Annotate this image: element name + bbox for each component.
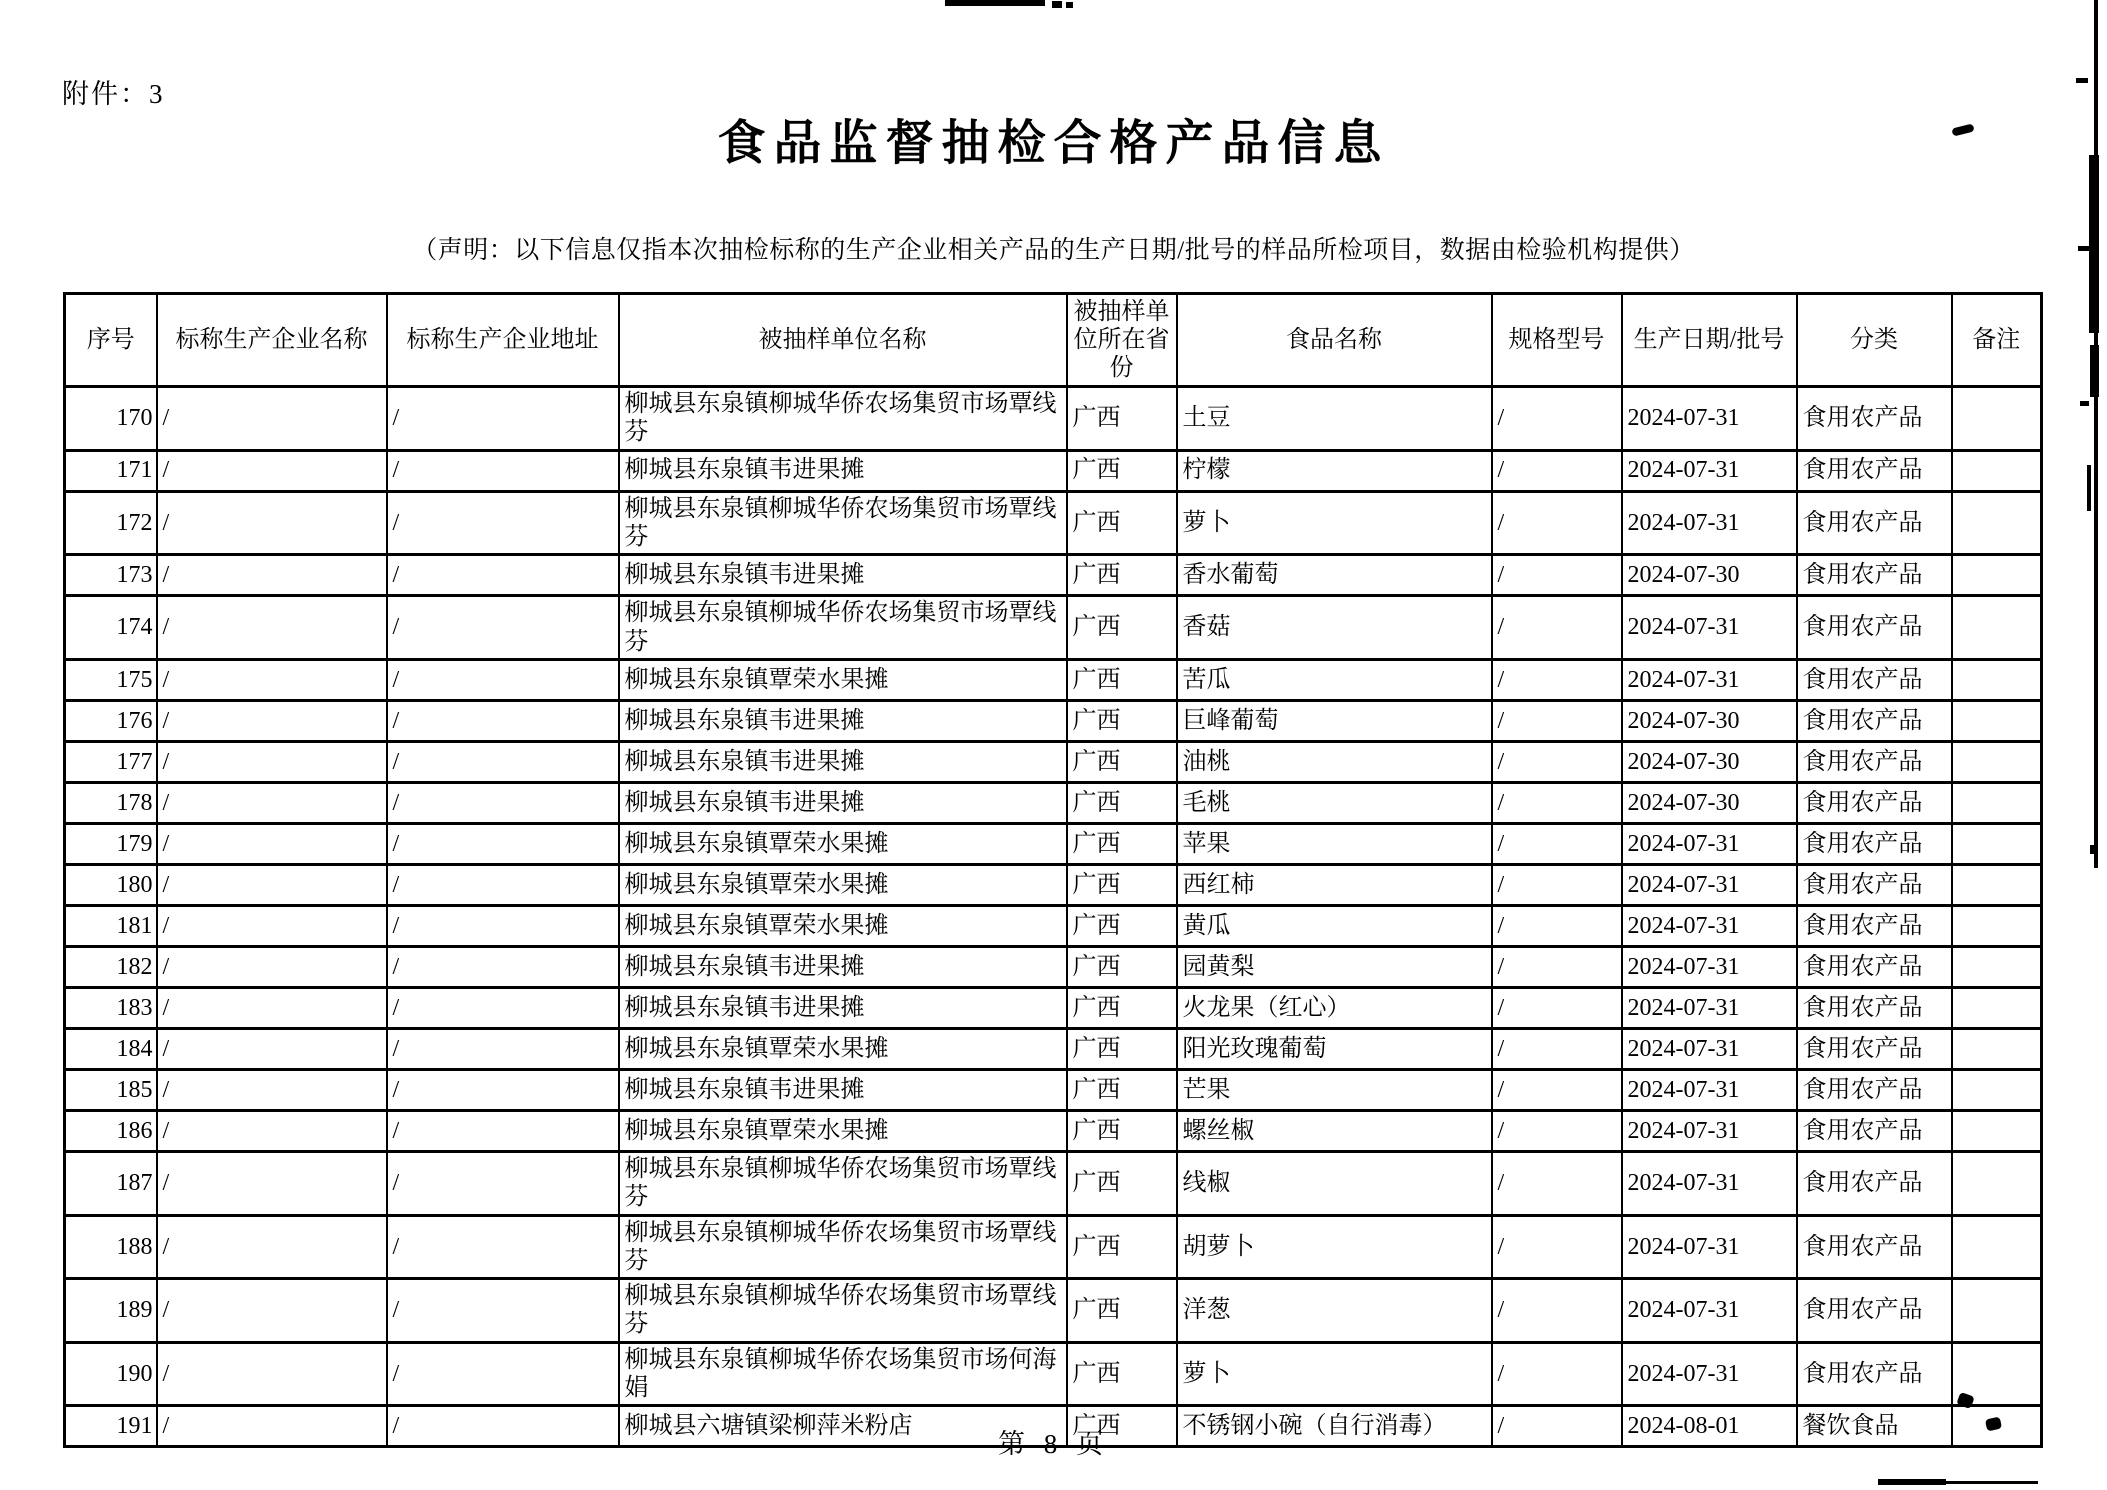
cell-food-name: 螺丝椒 [1177,1110,1492,1151]
cell-producer-name: / [157,1406,387,1447]
cell-province: 广西 [1067,1028,1177,1069]
cell-production-date: 2024-07-31 [1622,864,1797,905]
cell-remark [1952,782,2042,823]
cell-no: 178 [65,782,157,823]
cell-spec: / [1492,1151,1622,1215]
cell-category: 食用农产品 [1797,1279,1952,1343]
scan-artifact-top-dash [1066,2,1073,8]
cell-spec: / [1492,1342,1622,1406]
cell-producer-name: / [157,1028,387,1069]
cell-production-date: 2024-07-31 [1622,1215,1797,1279]
table-row [65,782,2042,823]
table-row [65,987,2042,1028]
cell-producer-address: / [387,1069,619,1110]
declaration-note: （声明：以下信息仅指本次抽检标称的生产企业相关产品的生产日期/批号的样品所检项目，数据由检验机构提供） [412,237,1695,264]
cell-production-date: 2024-07-31 [1622,946,1797,987]
cell-no: 170 [65,387,157,451]
cell-no: 173 [65,555,157,596]
cell-remark [1952,905,2042,946]
cell-sampled-unit: 柳城县东泉镇覃荣水果摊 [619,659,1067,700]
cell-spec: / [1492,987,1622,1028]
cell-remark [1952,1215,2042,1279]
cell-category: 食用农产品 [1797,700,1952,741]
cell-production-date: 2024-07-31 [1622,596,1797,660]
cell-spec: / [1492,905,1622,946]
cell-province: 广西 [1067,700,1177,741]
cell-producer-address: / [387,1406,619,1447]
cell-food-name: 香菇 [1177,596,1492,660]
cell-food-name: 胡萝卜 [1177,1215,1492,1279]
cell-sampled-unit: 柳城县东泉镇韦进果摊 [619,987,1067,1028]
cell-province: 广西 [1067,1110,1177,1151]
table-row [65,555,2042,596]
cell-producer-address: / [387,741,619,782]
cell-production-date: 2024-07-31 [1622,659,1797,700]
cell-spec: / [1492,387,1622,451]
cell-sampled-unit: 柳城县东泉镇韦进果摊 [619,782,1067,823]
cell-no: 175 [65,659,157,700]
cell-remark [1952,659,2042,700]
table-row [65,659,2042,700]
cell-production-date: 2024-07-30 [1622,782,1797,823]
cell-category: 餐饮食品 [1797,1406,1952,1447]
cell-spec: / [1492,782,1622,823]
cell-food-name: 不锈钢小碗（自行消毒） [1177,1406,1492,1447]
column-header: 序号 [65,294,157,387]
table-header-row [65,294,2042,387]
cell-no: 186 [65,1110,157,1151]
table-row [65,864,2042,905]
cell-province: 广西 [1067,1151,1177,1215]
cell-sampled-unit: 柳城县东泉镇柳城华侨农场集贸市场覃线芬 [619,596,1067,660]
scan-artifact-right-blot [2089,155,2099,333]
table-row [65,596,2042,660]
cell-food-name: 园黄梨 [1177,946,1492,987]
cell-producer-name: / [157,1342,387,1406]
cell-no: 184 [65,1028,157,1069]
scan-artifact-bottom-line [1878,1479,1946,1485]
table-row [65,946,2042,987]
cell-production-date: 2024-07-31 [1622,387,1797,451]
cell-no: 171 [65,450,157,491]
table-row [65,741,2042,782]
scan-artifact-bottom-line [1944,1481,2038,1484]
cell-spec: / [1492,741,1622,782]
column-header: 食品名称 [1177,294,1492,387]
cell-food-name: 毛桃 [1177,782,1492,823]
cell-producer-address: / [387,491,619,555]
cell-producer-name: / [157,700,387,741]
cell-production-date: 2024-07-31 [1622,987,1797,1028]
cell-production-date: 2024-07-31 [1622,823,1797,864]
cell-production-date: 2024-07-31 [1622,1028,1797,1069]
cell-producer-address: / [387,387,619,451]
cell-category: 食用农产品 [1797,1069,1952,1110]
cell-remark [1952,864,2042,905]
cell-spec: / [1492,1215,1622,1279]
cell-sampled-unit: 柳城县东泉镇柳城华侨农场集贸市场何海娟 [619,1342,1067,1406]
cell-spec: / [1492,491,1622,555]
table-row [65,823,2042,864]
cell-producer-name: / [157,987,387,1028]
cell-producer-name: / [157,1069,387,1110]
cell-province: 广西 [1067,1279,1177,1343]
cell-food-name: 苹果 [1177,823,1492,864]
cell-producer-address: / [387,1215,619,1279]
cell-sampled-unit: 柳城县东泉镇柳城华侨农场集贸市场覃线芬 [619,1279,1067,1343]
cell-producer-address: / [387,555,619,596]
cell-food-name: 苦瓜 [1177,659,1492,700]
cell-producer-name: / [157,946,387,987]
scan-artifact-dash [2087,465,2091,511]
cell-sampled-unit: 柳城县东泉镇覃荣水果摊 [619,823,1067,864]
cell-remark [1952,1279,2042,1343]
cell-province: 广西 [1067,864,1177,905]
cell-production-date: 2024-07-31 [1622,1110,1797,1151]
cell-producer-name: / [157,1215,387,1279]
scan-artifact-tick [2076,78,2088,83]
cell-province: 广西 [1067,946,1177,987]
products-table [63,292,2043,1448]
cell-remark [1952,450,2042,491]
cell-production-date: 2024-07-30 [1622,700,1797,741]
attachment-label: 附件：3 [62,79,165,109]
cell-sampled-unit: 柳城县东泉镇覃荣水果摊 [619,905,1067,946]
cell-category: 食用农产品 [1797,555,1952,596]
cell-producer-name: / [157,555,387,596]
cell-producer-address: / [387,659,619,700]
cell-category: 食用农产品 [1797,864,1952,905]
cell-food-name: 香水葡萄 [1177,555,1492,596]
cell-category: 食用农产品 [1797,823,1952,864]
table-row [65,1279,2042,1343]
cell-food-name: 巨峰葡萄 [1177,700,1492,741]
cell-food-name: 萝卜 [1177,491,1492,555]
cell-producer-address: / [387,1110,619,1151]
cell-spec: / [1492,1110,1622,1151]
cell-category: 食用农产品 [1797,1215,1952,1279]
cell-sampled-unit: 柳城县东泉镇韦进果摊 [619,741,1067,782]
cell-no: 181 [65,905,157,946]
cell-category: 食用农产品 [1797,596,1952,660]
table-row [65,1069,2042,1110]
page-number: 第 8 页 [998,1429,1109,1459]
cell-production-date: 2024-07-31 [1622,1342,1797,1406]
cell-producer-address: / [387,1151,619,1215]
cell-sampled-unit: 柳城县东泉镇柳城华侨农场集贸市场覃线芬 [619,387,1067,451]
cell-no: 177 [65,741,157,782]
cell-category: 食用农产品 [1797,946,1952,987]
page-title: 食品监督抽检合格产品信息 [717,117,1390,170]
cell-production-date: 2024-07-31 [1622,1151,1797,1215]
cell-province: 广西 [1067,1215,1177,1279]
cell-no: 189 [65,1279,157,1343]
cell-food-name: 西红柿 [1177,864,1492,905]
cell-province: 广西 [1067,555,1177,596]
column-header: 规格型号 [1492,294,1622,387]
cell-category: 食用农产品 [1797,782,1952,823]
table-row [65,387,2042,451]
cell-province: 广西 [1067,596,1177,660]
cell-category: 食用农产品 [1797,387,1952,451]
cell-sampled-unit: 柳城县东泉镇韦进果摊 [619,946,1067,987]
cell-food-name: 火龙果（红心） [1177,987,1492,1028]
column-header: 被抽样单位名称 [619,294,1067,387]
cell-production-date: 2024-07-31 [1622,1069,1797,1110]
cell-no: 180 [65,864,157,905]
cell-no: 191 [65,1406,157,1447]
cell-sampled-unit: 柳城县东泉镇韦进果摊 [619,555,1067,596]
cell-spec: / [1492,659,1622,700]
cell-production-date: 2024-08-01 [1622,1406,1797,1447]
cell-producer-address: / [387,1028,619,1069]
cell-spec: / [1492,1069,1622,1110]
cell-producer-name: / [157,387,387,451]
cell-remark [1952,1110,2042,1151]
cell-spec: / [1492,946,1622,987]
cell-producer-address: / [387,596,619,660]
cell-production-date: 2024-07-31 [1622,450,1797,491]
cell-food-name: 土豆 [1177,387,1492,451]
cell-producer-name: / [157,1151,387,1215]
cell-food-name: 柠檬 [1177,450,1492,491]
cell-producer-address: / [387,987,619,1028]
cell-producer-address: / [387,700,619,741]
cell-category: 食用农产品 [1797,491,1952,555]
cell-sampled-unit: 柳城县东泉镇覃荣水果摊 [619,864,1067,905]
scan-artifact-tick [2078,246,2090,251]
cell-category: 食用农产品 [1797,450,1952,491]
cell-food-name: 黄瓜 [1177,905,1492,946]
scan-artifact-right-line [2094,0,2098,868]
cell-province: 广西 [1067,387,1177,451]
cell-remark [1952,741,2042,782]
cell-producer-name: / [157,596,387,660]
cell-remark [1952,1069,2042,1110]
cell-producer-address: / [387,450,619,491]
cell-producer-name: / [157,905,387,946]
scan-artifact-dot [2090,845,2096,854]
table-row [65,1110,2042,1151]
cell-producer-name: / [157,491,387,555]
cell-spec: / [1492,1406,1622,1447]
cell-producer-name: / [157,1110,387,1151]
cell-no: 176 [65,700,157,741]
cell-spec: / [1492,1028,1622,1069]
table-row [65,491,2042,555]
cell-province: 广西 [1067,491,1177,555]
cell-no: 172 [65,491,157,555]
cell-province: 广西 [1067,823,1177,864]
cell-category: 食用农产品 [1797,741,1952,782]
cell-category: 食用农产品 [1797,1151,1952,1215]
cell-sampled-unit: 柳城县东泉镇柳城华侨农场集贸市场覃线芬 [619,1215,1067,1279]
cell-spec: / [1492,823,1622,864]
cell-province: 广西 [1067,450,1177,491]
cell-remark [1952,946,2042,987]
cell-food-name: 阳光玫瑰葡萄 [1177,1028,1492,1069]
cell-category: 食用农产品 [1797,987,1952,1028]
table-row [65,700,2042,741]
cell-no: 182 [65,946,157,987]
column-header: 分类 [1797,294,1952,387]
cell-sampled-unit: 柳城县东泉镇柳城华侨农场集贸市场覃线芬 [619,491,1067,555]
cell-category: 食用农产品 [1797,905,1952,946]
scan-artifact-top-line [945,0,1045,6]
cell-province: 广西 [1067,987,1177,1028]
cell-province: 广西 [1067,659,1177,700]
cell-category: 食用农产品 [1797,1028,1952,1069]
cell-no: 188 [65,1215,157,1279]
cell-remark [1952,387,2042,451]
cell-no: 183 [65,987,157,1028]
cell-province: 广西 [1067,741,1177,782]
cell-producer-address: / [387,864,619,905]
cell-producer-name: / [157,864,387,905]
cell-production-date: 2024-07-30 [1622,555,1797,596]
cell-spec: / [1492,864,1622,905]
cell-producer-address: / [387,946,619,987]
cell-sampled-unit: 柳城县东泉镇韦进果摊 [619,1069,1067,1110]
cell-spec: / [1492,555,1622,596]
cell-province: 广西 [1067,1406,1177,1447]
cell-category: 食用农产品 [1797,1110,1952,1151]
scan-artifact-right-blot [2090,345,2099,397]
column-header: 生产日期/批号 [1622,294,1797,387]
cell-remark [1952,1151,2042,1215]
column-header: 标称生产企业名称 [157,294,387,387]
cell-production-date: 2024-07-31 [1622,491,1797,555]
cell-sampled-unit: 柳城县六塘镇梁柳萍米粉店 [619,1406,1067,1447]
cell-producer-name: / [157,659,387,700]
cell-no: 190 [65,1342,157,1406]
cell-producer-address: / [387,905,619,946]
cell-producer-address: / [387,782,619,823]
table-row [65,450,2042,491]
cell-spec: / [1492,450,1622,491]
column-header: 备注 [1952,294,2042,387]
cell-no: 174 [65,596,157,660]
cell-remark [1952,823,2042,864]
cell-sampled-unit: 柳城县东泉镇覃荣水果摊 [619,1028,1067,1069]
cell-sampled-unit: 柳城县东泉镇柳城华侨农场集贸市场覃线芬 [619,1151,1067,1215]
cell-production-date: 2024-07-30 [1622,741,1797,782]
column-header: 被抽样单位所在省份 [1067,294,1177,387]
table-row [65,1215,2042,1279]
cell-sampled-unit: 柳城县东泉镇覃荣水果摊 [619,1110,1067,1151]
cell-producer-name: / [157,782,387,823]
cell-province: 广西 [1067,782,1177,823]
cell-food-name: 芒果 [1177,1069,1492,1110]
cell-spec: / [1492,596,1622,660]
cell-food-name: 萝卜 [1177,1342,1492,1406]
cell-remark [1952,555,2042,596]
cell-category: 食用农产品 [1797,1342,1952,1406]
scan-artifact-tick [2080,401,2089,406]
column-header: 标称生产企业地址 [387,294,619,387]
cell-production-date: 2024-07-31 [1622,905,1797,946]
cell-producer-address: / [387,1342,619,1406]
cell-category: 食用农产品 [1797,659,1952,700]
cell-sampled-unit: 柳城县东泉镇韦进果摊 [619,700,1067,741]
table-row [65,1342,2042,1406]
cell-producer-name: / [157,1279,387,1343]
cell-food-name: 油桃 [1177,741,1492,782]
table-row [65,905,2042,946]
cell-food-name: 洋葱 [1177,1279,1492,1343]
cell-spec: / [1492,1279,1622,1343]
cell-province: 广西 [1067,1069,1177,1110]
cell-spec: / [1492,700,1622,741]
scan-artifact-top-dash [1052,1,1062,8]
cell-province: 广西 [1067,1342,1177,1406]
cell-food-name: 线椒 [1177,1151,1492,1215]
cell-no: 185 [65,1069,157,1110]
table-row [65,1151,2042,1215]
cell-no: 187 [65,1151,157,1215]
cell-remark [1952,700,2042,741]
cell-production-date: 2024-07-31 [1622,1279,1797,1343]
cell-remark [1952,1028,2042,1069]
cell-producer-name: / [157,450,387,491]
cell-sampled-unit: 柳城县东泉镇韦进果摊 [619,450,1067,491]
cell-producer-address: / [387,823,619,864]
cell-no: 179 [65,823,157,864]
cell-producer-address: / [387,1279,619,1343]
cell-producer-name: / [157,823,387,864]
cell-remark [1952,987,2042,1028]
cell-remark [1952,596,2042,660]
cell-producer-name: / [157,741,387,782]
cell-remark [1952,491,2042,555]
cell-province: 广西 [1067,905,1177,946]
table-row [65,1028,2042,1069]
